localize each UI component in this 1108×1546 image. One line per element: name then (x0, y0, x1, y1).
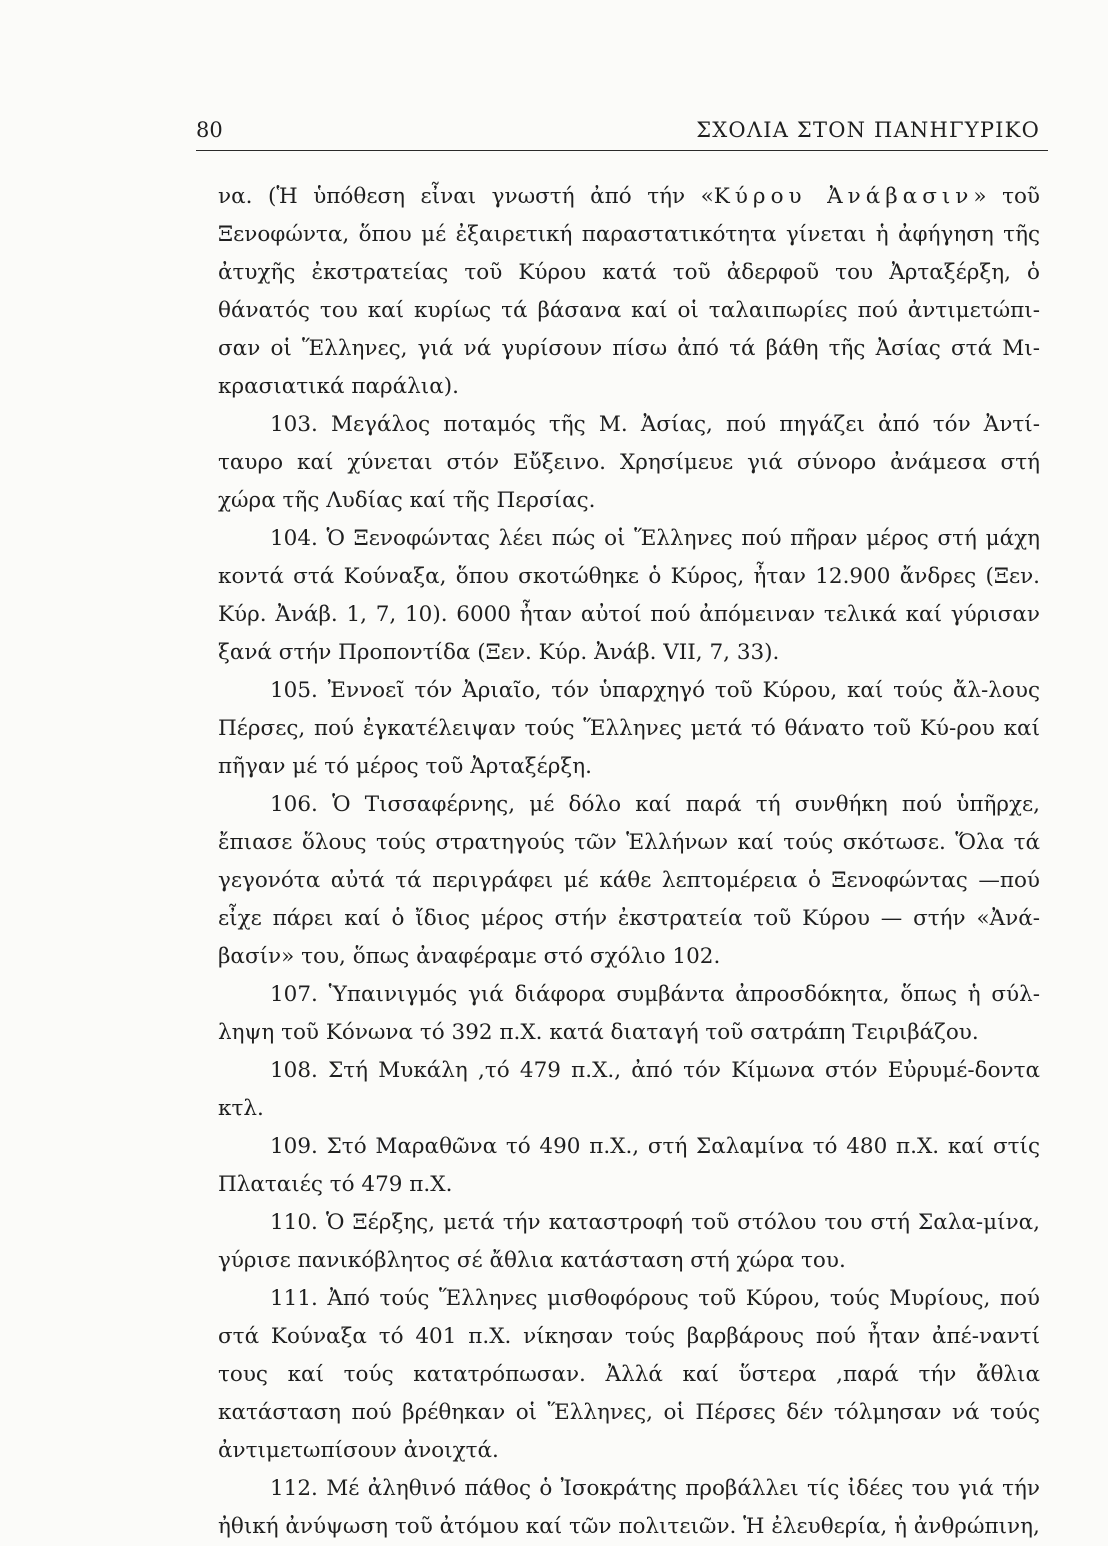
note-108: 108. Στή Μυκάλη ,τό 479 π.Χ., ἀπό τόν Κίμωνα στόν Εὐρυμέ-δοντα κτλ. (218, 1058, 1040, 1121)
note-110: 110. Ὁ Ξέρξης, μετά τήν καταστροφή τοῦ στόλου του στή Σαλα-μίνα, γύρισε πανικόβλητος σέ ἄθλια κατάσταση στή χώρα του. (218, 1210, 1040, 1273)
book-title-spaced: Κύρου Ἀνάβασιν (713, 184, 974, 209)
header-rule (196, 150, 1048, 151)
page-header (196, 112, 1048, 148)
note-112: 112. Μέ ἀληθινό πάθος ὁ Ἰσοκράτης προβάλλει τίς ἰδέες του γιά τήν ἠθική ἀνύψωση τοῦ ἀτόμου καί τῶν πολιτειῶν. Ἡ ἐλευθερία, ἡ ἀνθρώπινη, (218, 1476, 1040, 1539)
note-109: 109. Στό Μαραθῶνα τό 490 π.Χ., στή Σαλαμίνα τό 480 π.Χ. καί στίς Πλαταιές τό 479 π.Χ. (218, 1134, 1040, 1197)
note-107: 107. Ὑπαινιγμός γιά διάφορα συμβάντα ἀπροσδόκητα, ὅπως ἡ σύλ-ληψη τοῦ Κόνωνα τό 392 π.Χ. κατά διαταγή τοῦ σατράπη Τειριβάζου. (218, 982, 1040, 1045)
note-104: 104. Ὁ Ξενοφώντας λέει πώς οἱ Ἕλληνες πού πῆραν μέρος στή μάχη κοντά στά Κούναξα, ὅπου σκοτώθηκε ὁ Κύρος, ἦταν 12.900 ἄνδρες (Ξεν. Κύρ. Ἀνάβ. 1, 7, 10). 6000 ἦταν αὐτοί πού ἀπόμειναν τελικά καί γύρισαν ξανά στήν Προποντίδα (Ξεν. Κύρ. Ἀνάβ. VII, 7, 33). (218, 526, 1040, 665)
page-number: 80 (196, 118, 223, 142)
running-title: ΣΧΟΛΙΑ ΣΤΟΝ ΠΑΝΗΓΥΡΙΚΟ (696, 118, 1040, 142)
continuation-rest: » τοῦ Ξενοφώντα, ὅπου μέ ἐξαιρετική παραστατικότητα γίνεται ἡ ἀφήγηση τῆς ἀτυχῆς ἐκστρατείας τοῦ Κύρου κατά τοῦ ἀδερφοῦ του Ἀρταξέρξη, ὁ θάνατός του καί κυρίως τά βάσανα καί οἱ ταλαιπωρίες πού ἀντιμετώπι-σαν οἱ Ἕλληνες, γιά νά γυρίσουν πίσω ἀπό τά βάθη τῆς Ἀσίας στά Μι-κρασιατικά παράλια). (218, 184, 1040, 399)
continuation-paragraph (218, 178, 1040, 406)
note-106: 106. Ὁ Τισσαφέρνης, μέ δόλο καί παρά τή συνθήκη πού ὑπῆρχε, ἔπιασε ὅλους τούς στρατηγούς τῶν Ἑλλήνων καί τούς σκότωσε. Ὅλα τά γεγονότα αὐτά τά περιγράφει μέ κάθε λεπτομέρεια ὁ Ξενοφώντας —πού εἶχε πάρει καί ὁ ἴδιος μέρος στήν ἐκστρατεία τοῦ Κύρου — στήν «Ἀνά-βασίν» του, ὅπως ἀναφέραμε στό σχόλιο 102. (218, 792, 1040, 969)
notes-body (218, 178, 1040, 1546)
note-103: 103. Μεγάλος ποταμός τῆς Μ. Ἀσίας, πού πηγάζει ἀπό τόν Ἀντί-ταυρο καί χύνεται στόν Εὔξεινο. Χρησίμευε γιά σύνορο ἀνάμεσα στή χώρα τῆς Λυδίας καί τῆς Περσίας. (218, 412, 1040, 513)
note-105: 105. Ἐννοεῖ τόν Ἀριαῖο, τόν ὑπαρχηγό τοῦ Κύρου, καί τούς ἄλ-λους Πέρσες, πού ἐγκατέλειψαν τούς Ἕλληνες μετά τό θάνατο τοῦ Κύ-ρου καί πῆγαν μέ τό μέρος τοῦ Ἀρταξέρξη. (218, 678, 1040, 779)
note-111: 111. Ἀπό τούς Ἕλληνες μισθοφόρους τοῦ Κύρου, τούς Μυρίους, πού στά Κούναξα τό 401 π.Χ. νίκησαν τούς βαρβάρους πού ἦταν ἀπέ-ναντί τους καί τούς κατατρόπωσαν. Ἀλλά καί ὕστερα ,παρά τήν ἄθλια κατάσταση πού βρέθηκαν οἱ Ἕλληνες, οἱ Πέρσες δέν τόλμησαν νά τούς ἀντιμετωπίσουν ἀνοιχτά. (218, 1286, 1040, 1463)
continuation-lead: να. (Ἡ ὑπόθεση εἶναι γνωστή ἀπό τήν « (218, 184, 714, 209)
